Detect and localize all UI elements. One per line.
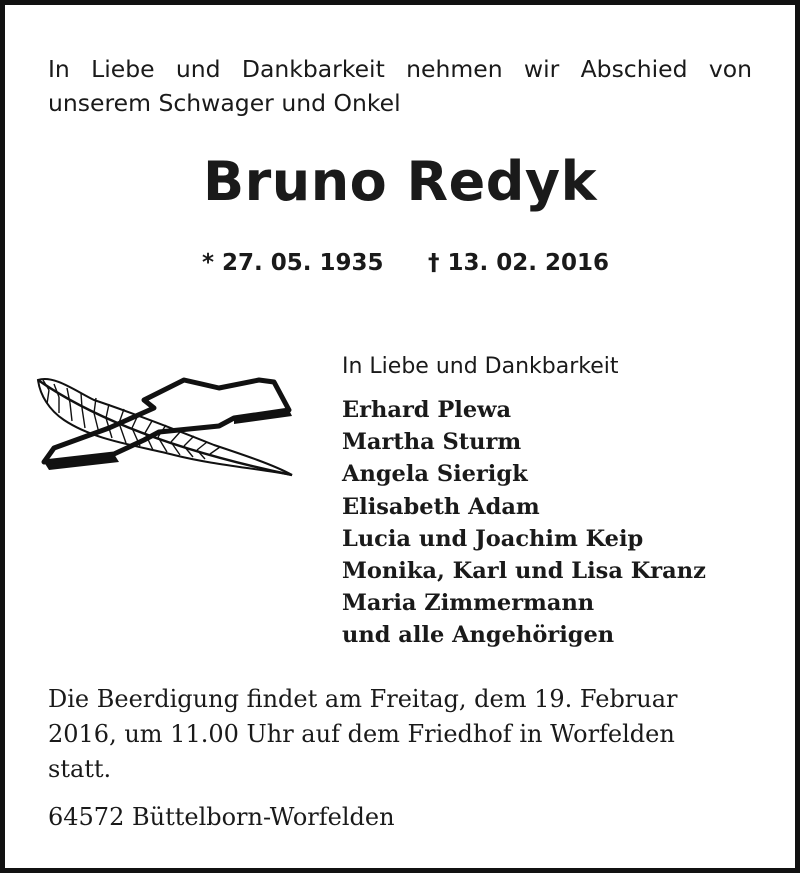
mourners-list xyxy=(342,352,706,652)
funeral-line-2: 2016, um 11.00 Uhr auf dem Friedhof in Worfelden xyxy=(48,720,675,748)
mourner-name: Erhard Plewa xyxy=(342,397,512,423)
cross-with-palm-icon xyxy=(34,370,299,480)
mourner-name: Angela Sierigk xyxy=(342,461,528,488)
mourner-name: Martha Sturm xyxy=(342,429,522,456)
mourner-name: und alle Angehörigen xyxy=(342,622,615,649)
mourner-name: Monika, Karl und Lisa Kranz xyxy=(342,558,706,585)
deceased-name: Bruno Redyk xyxy=(202,150,598,213)
intro-line-2: unserem Schwager und Onkel xyxy=(48,89,401,117)
funeral-line-1: Die Beerdigung findet am Freitag, dem 19. Februar xyxy=(48,685,678,713)
address: 64572 Büttelborn-Worfelden xyxy=(48,803,395,831)
funeral-line-3: statt. xyxy=(48,755,112,783)
funeral-notice xyxy=(48,682,738,787)
intro-text xyxy=(48,52,752,120)
mourner-name: Elisabeth Adam xyxy=(342,493,540,520)
intro-line-1: In Liebe und Dankbarkeit nehmen wir Abschied von xyxy=(48,55,752,83)
death-date: † 13. 02. 2016 xyxy=(428,250,610,276)
mourner-name: Lucia und Joachim Keip xyxy=(342,525,644,552)
birth-date: * 27. 05. 1935 xyxy=(202,250,384,276)
mourners-heading: In Liebe und Dankbarkeit xyxy=(342,354,619,379)
mourner-name: Maria Zimmermann xyxy=(342,590,595,617)
